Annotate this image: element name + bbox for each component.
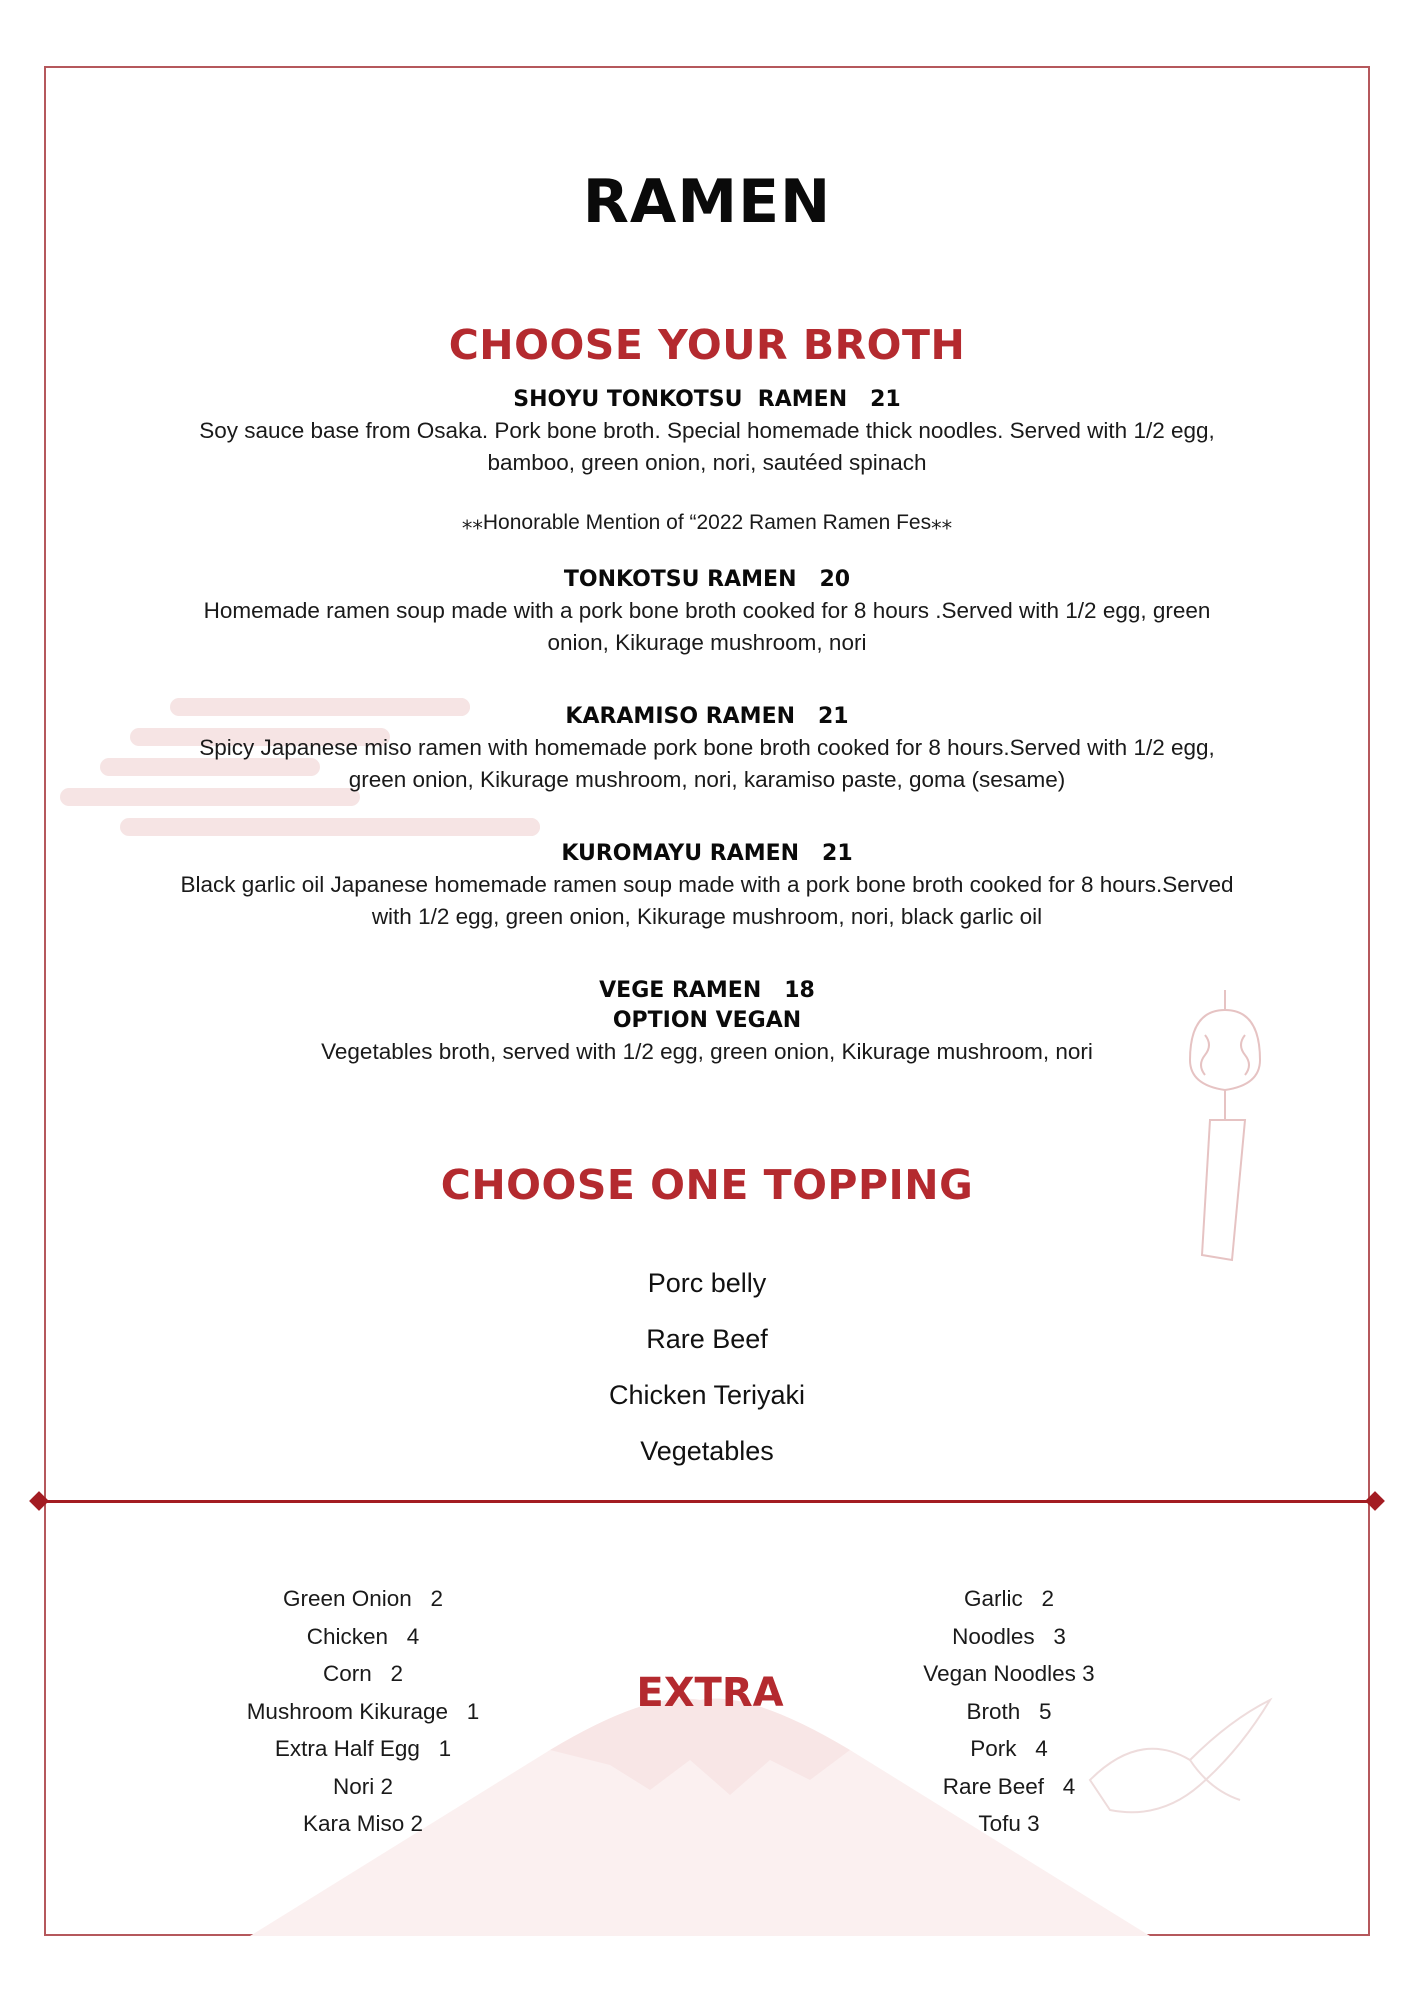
topping-item: Vegetables — [640, 1436, 774, 1466]
broth-item-name: TONKOTSU RAMEN 20 — [563, 567, 851, 592]
honorable-mention-note: ⁎⁎Honorable Mention of “2022 Ramen Ramen Fes⁎⁎ — [461, 511, 953, 534]
extra-item: Green Onion 2 — [282, 1586, 444, 1611]
broth-item — [44, 385, 1370, 479]
topping-section-heading: CHOOSE ONE TOPPING — [440, 1161, 974, 1209]
broth-item — [44, 565, 1370, 659]
section-divider — [34, 1500, 1380, 1503]
crane-neck — [1190, 1760, 1240, 1800]
extra-item: Pork 4 — [970, 1736, 1048, 1761]
broth-item — [44, 702, 1370, 796]
broth-item — [44, 976, 1370, 1068]
broth-item-description-line: Spicy Japanese miso ramen with homemade pork bone broth cooked for 8 hours.Served with 1/2 egg, — [199, 735, 1215, 760]
extra-item: Mushroom Kikurage 1 — [246, 1698, 480, 1724]
menu-title: RAMEN — [582, 167, 832, 237]
broth-item-name: SHOYU TONKOTSU RAMEN 21 — [513, 387, 901, 412]
topping-item: Rare Beef — [646, 1324, 768, 1354]
topping-list — [44, 1265, 1370, 1469]
broth-section-heading: CHOOSE YOUR BROTH — [448, 321, 966, 369]
broth-item-description-line: with 1/2 egg, green onion, Kikurage mushroom, nori, black garlic oil — [371, 904, 1043, 929]
broth-item-subname: OPTION VEGAN — [612, 1008, 802, 1033]
extra-item: Tofu 3 — [978, 1811, 1040, 1836]
extra-item: Broth 5 — [966, 1698, 1052, 1724]
broth-item — [44, 839, 1370, 933]
extra-section-heading: EXTRA — [636, 1670, 784, 1716]
broth-item-description-line: onion, Kikurage mushroom, nori — [547, 630, 867, 655]
extra-item: Corn 2 — [322, 1661, 404, 1686]
extra-item: Chicken 4 — [306, 1623, 420, 1649]
topping-item: Porc belly — [647, 1268, 767, 1298]
cloud-bar — [120, 818, 540, 836]
broth-item-description-line: Vegetables broth, served with 1/2 egg, green onion, Kikurage mushroom, nori — [321, 1039, 1093, 1064]
extra-item: Vegan Noodles 3 — [923, 1661, 1095, 1686]
extra-item: Kara Miso 2 — [302, 1811, 424, 1836]
topping-item: Chicken Teriyaki — [608, 1380, 806, 1410]
broth-item-name: VEGE RAMEN 18 — [599, 978, 815, 1003]
broth-item-name: KUROMAYU RAMEN 21 — [561, 841, 853, 866]
broth-item-description-line: Black garlic oil Japanese homemade ramen soup made with a pork bone broth cooked for 8 hours.Served — [180, 872, 1234, 897]
broth-item-description-line: bamboo, green onion, nori, sautéed spinach — [487, 450, 927, 475]
extra-item: Garlic 2 — [963, 1586, 1055, 1611]
extras-right-column — [829, 1580, 1189, 1843]
broth-item-description-line: Homemade ramen soup made with a pork bone broth cooked for 8 hours .Served with 1/2 egg, green — [203, 598, 1211, 623]
extra-item: Extra Half Egg 1 — [274, 1736, 452, 1761]
extra-item: Noodles 3 — [952, 1623, 1066, 1649]
extra-item: Nori 2 — [332, 1773, 394, 1799]
extras-left-column — [183, 1580, 543, 1843]
broth-item-description-line: green onion, Kikurage mushroom, nori, karamiso paste, goma (sesame) — [348, 767, 1066, 792]
broth-item-name: KARAMISO RAMEN 21 — [565, 704, 849, 729]
extra-item: Rare Beef 4 — [942, 1773, 1076, 1799]
cloud-bar — [480, 818, 540, 836]
broth-item-description-line: Soy sauce base from Osaka. Pork bone broth. Special homemade thick noodles. Served with 1/2 egg, — [199, 418, 1215, 443]
